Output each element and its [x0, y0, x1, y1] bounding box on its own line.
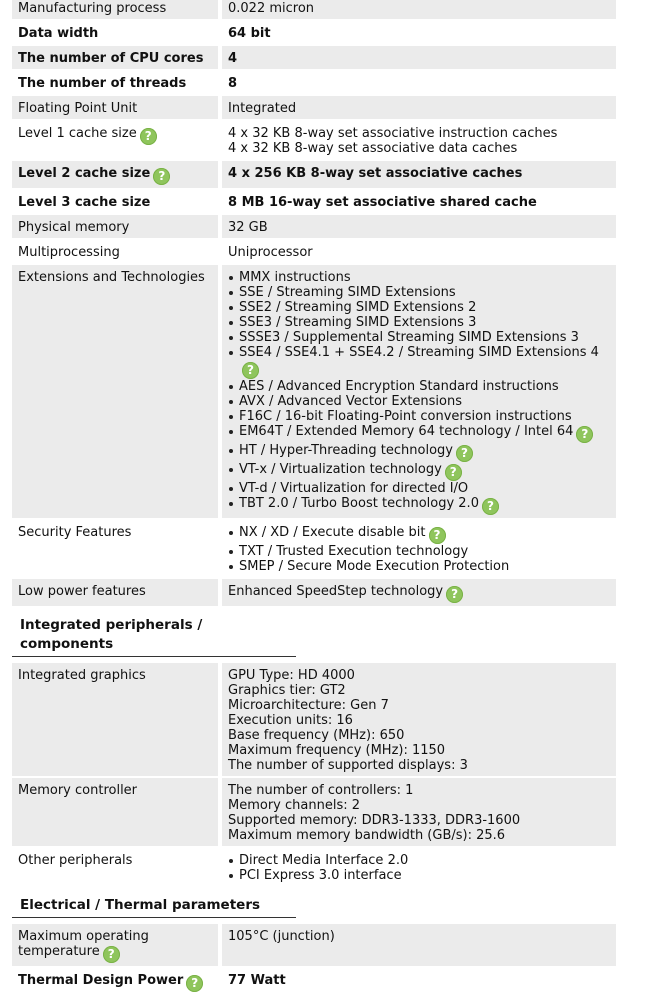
extensions-list — [228, 270, 616, 515]
value-line: GPU Type: HD 4000 — [228, 668, 355, 683]
spec-row-memory-controller — [12, 778, 616, 846]
list-item: TXT / Trusted Execution technology — [228, 544, 616, 559]
list-item-text: VT-x / Virtualization technology — [239, 462, 442, 477]
list-item-text: HT / Hyper-Threading technology — [239, 443, 453, 458]
spec-label-with-help — [12, 121, 218, 159]
spec-row-manufacturing — [12, 0, 616, 19]
spec-value — [222, 265, 616, 518]
value-line: The number of controllers: 1 — [228, 783, 414, 798]
value-line: Microarchitecture: Gen 7 — [228, 698, 389, 713]
list-item-with-help — [228, 525, 616, 544]
list-item-with-help — [228, 345, 616, 379]
section-heading-peripherals: Integrated peripherals / components — [12, 614, 296, 657]
value-line: Graphics tier: GT2 — [228, 683, 346, 698]
value-line: Supported memory: DDR3-1333, DDR3-1600 — [228, 813, 521, 828]
value-line: Execution units: 16 — [228, 713, 353, 728]
list-item: AVX / Advanced Vector Extensions — [228, 394, 616, 409]
spec-label: Level 2 cache size — [18, 166, 151, 181]
spec-value: 105°C (junction) — [222, 924, 616, 966]
spec-value-with-help — [222, 579, 616, 606]
spec-row-other-peripherals — [12, 848, 616, 886]
spec-value: Uniprocessor — [228, 245, 313, 260]
help-icon[interactable]: ? — [186, 975, 203, 992]
list-item-with-help — [228, 443, 616, 462]
spec-label-with-help — [12, 968, 218, 995]
spec-value: 8 — [228, 76, 238, 91]
spec-label: Multiprocessing — [18, 245, 120, 260]
list-item: AES / Advanced Encryption Standard instructions — [228, 379, 616, 394]
list-item-text: EM64T / Extended Memory 64 technology / Intel 64 — [239, 424, 574, 439]
list-item: VT-d / Virtualization for directed I/O — [228, 481, 616, 496]
spec-value: 0.022 micron — [222, 0, 616, 19]
help-icon[interactable]: ? — [153, 168, 170, 185]
label-line-with-help — [18, 944, 218, 963]
spec-row-extensions — [12, 265, 616, 518]
value-line: Maximum frequency (MHz): 1150 — [228, 743, 446, 758]
spec-row-multiprocessing — [12, 240, 616, 263]
list-item: SSSE3 / Supplemental Streaming SIMD Extensions 3 — [228, 330, 616, 345]
spec-value: 8 MB 16-way set associative shared cache — [228, 195, 537, 210]
help-icon[interactable]: ? — [445, 464, 462, 481]
list-item-text: TBT 2.0 / Turbo Boost technology 2.0 — [239, 496, 479, 511]
spec-row-l1-cache — [12, 121, 616, 159]
list-item: PCI Express 3.0 interface — [228, 868, 616, 883]
spec-value — [222, 121, 616, 159]
spec-row-physical-memory — [12, 215, 616, 238]
spec-label: Security Features — [18, 525, 132, 540]
spec-table — [12, 0, 616, 997]
spec-label: Low power features — [12, 579, 218, 606]
security-list — [228, 525, 616, 574]
label-line: Maximum operating — [18, 929, 149, 944]
spec-label: Extensions and Technologies — [12, 265, 218, 518]
help-icon[interactable]: ? — [429, 527, 446, 544]
list-item-with-help — [228, 424, 616, 443]
value-line: 4 x 32 KB 8-way set associative instruction caches — [228, 126, 558, 141]
spec-label: Memory controller — [12, 778, 218, 846]
spec-value: Enhanced SpeedStep technology — [228, 584, 444, 599]
value-line: Memory channels: 2 — [228, 798, 360, 813]
spec-label: Floating Point Unit — [12, 96, 218, 119]
help-icon[interactable]: ? — [140, 128, 157, 145]
spec-label: Physical memory — [12, 215, 218, 238]
list-item: SMEP / Secure Mode Execution Protection — [228, 559, 616, 574]
list-item-with-help — [228, 462, 616, 481]
spec-value — [222, 848, 616, 886]
spec-label — [12, 924, 218, 966]
help-icon[interactable]: ? — [576, 426, 593, 443]
spec-row-max-temperature — [12, 924, 616, 966]
spec-row-cpu-cores — [12, 46, 616, 69]
spec-row-low-power — [12, 579, 616, 606]
spec-label: Integrated graphics — [12, 663, 218, 776]
spec-label: Thermal Design Power — [18, 973, 184, 988]
spec-label-with-help — [12, 161, 218, 188]
section-heading-electrical: Electrical / Thermal parameters — [12, 894, 296, 918]
spec-label: The number of CPU cores — [12, 46, 218, 69]
spec-label: Data width — [18, 26, 99, 41]
spec-label: Manufacturing process — [12, 0, 218, 19]
list-item: SSE / Streaming SIMD Extensions — [228, 285, 616, 300]
spec-label: The number of threads — [18, 76, 187, 91]
list-item: F16C / 16-bit Floating-Point conversion instructions — [228, 409, 616, 424]
spec-value: 77 Watt — [228, 973, 286, 988]
help-icon[interactable]: ? — [446, 586, 463, 603]
spec-value: 4 x 256 KB 8-way set associative caches — [222, 161, 616, 188]
spec-value — [222, 778, 616, 846]
spec-value: 64 bit — [228, 26, 271, 41]
spec-row-fpu — [12, 96, 616, 119]
list-item: SSE3 / Streaming SIMD Extensions 3 — [228, 315, 616, 330]
spec-value — [222, 663, 616, 776]
spec-label: Level 1 cache size — [18, 126, 137, 141]
spec-value: 32 GB — [222, 215, 616, 238]
label-line-text: temperature — [18, 944, 100, 959]
value-line: Maximum memory bandwidth (GB/s): 25.6 — [228, 828, 506, 843]
spec-value: Integrated — [222, 96, 616, 119]
spec-value: 4 — [222, 46, 616, 69]
list-item-text: NX / XD / Execute disable bit — [239, 525, 426, 540]
other-peripherals-list — [228, 853, 616, 883]
spec-label: Other peripherals — [18, 853, 133, 868]
help-icon[interactable]: ? — [242, 362, 259, 379]
spec-row-threads — [12, 71, 616, 94]
list-item: SSE2 / Streaming SIMD Extensions 2 — [228, 300, 616, 315]
spec-row-tdp — [12, 968, 616, 995]
list-item-text: SSE4 / SSE4.1 + SSE4.2 / Streaming SIMD Extensions 4 — [239, 345, 599, 360]
help-icon[interactable]: ? — [103, 946, 120, 963]
spec-row-security — [12, 520, 616, 577]
spec-row-integrated-graphics — [12, 663, 616, 776]
spec-label: Level 3 cache size — [18, 195, 151, 210]
value-line: Base frequency (MHz): 650 — [228, 728, 405, 743]
value-line: 4 x 32 KB 8-way set associative data caches — [228, 141, 518, 156]
spec-row-l3-cache — [12, 190, 616, 213]
list-item: Direct Media Interface 2.0 — [228, 853, 616, 868]
list-item-with-help — [228, 496, 616, 515]
spec-row-data-width — [12, 21, 616, 44]
value-line: The number of supported displays: 3 — [228, 758, 468, 773]
list-item: MMX instructions — [228, 270, 616, 285]
help-icon[interactable]: ? — [482, 498, 499, 515]
spec-row-l2-cache — [12, 161, 616, 188]
spec-value — [222, 520, 616, 577]
help-icon[interactable]: ? — [456, 445, 473, 462]
